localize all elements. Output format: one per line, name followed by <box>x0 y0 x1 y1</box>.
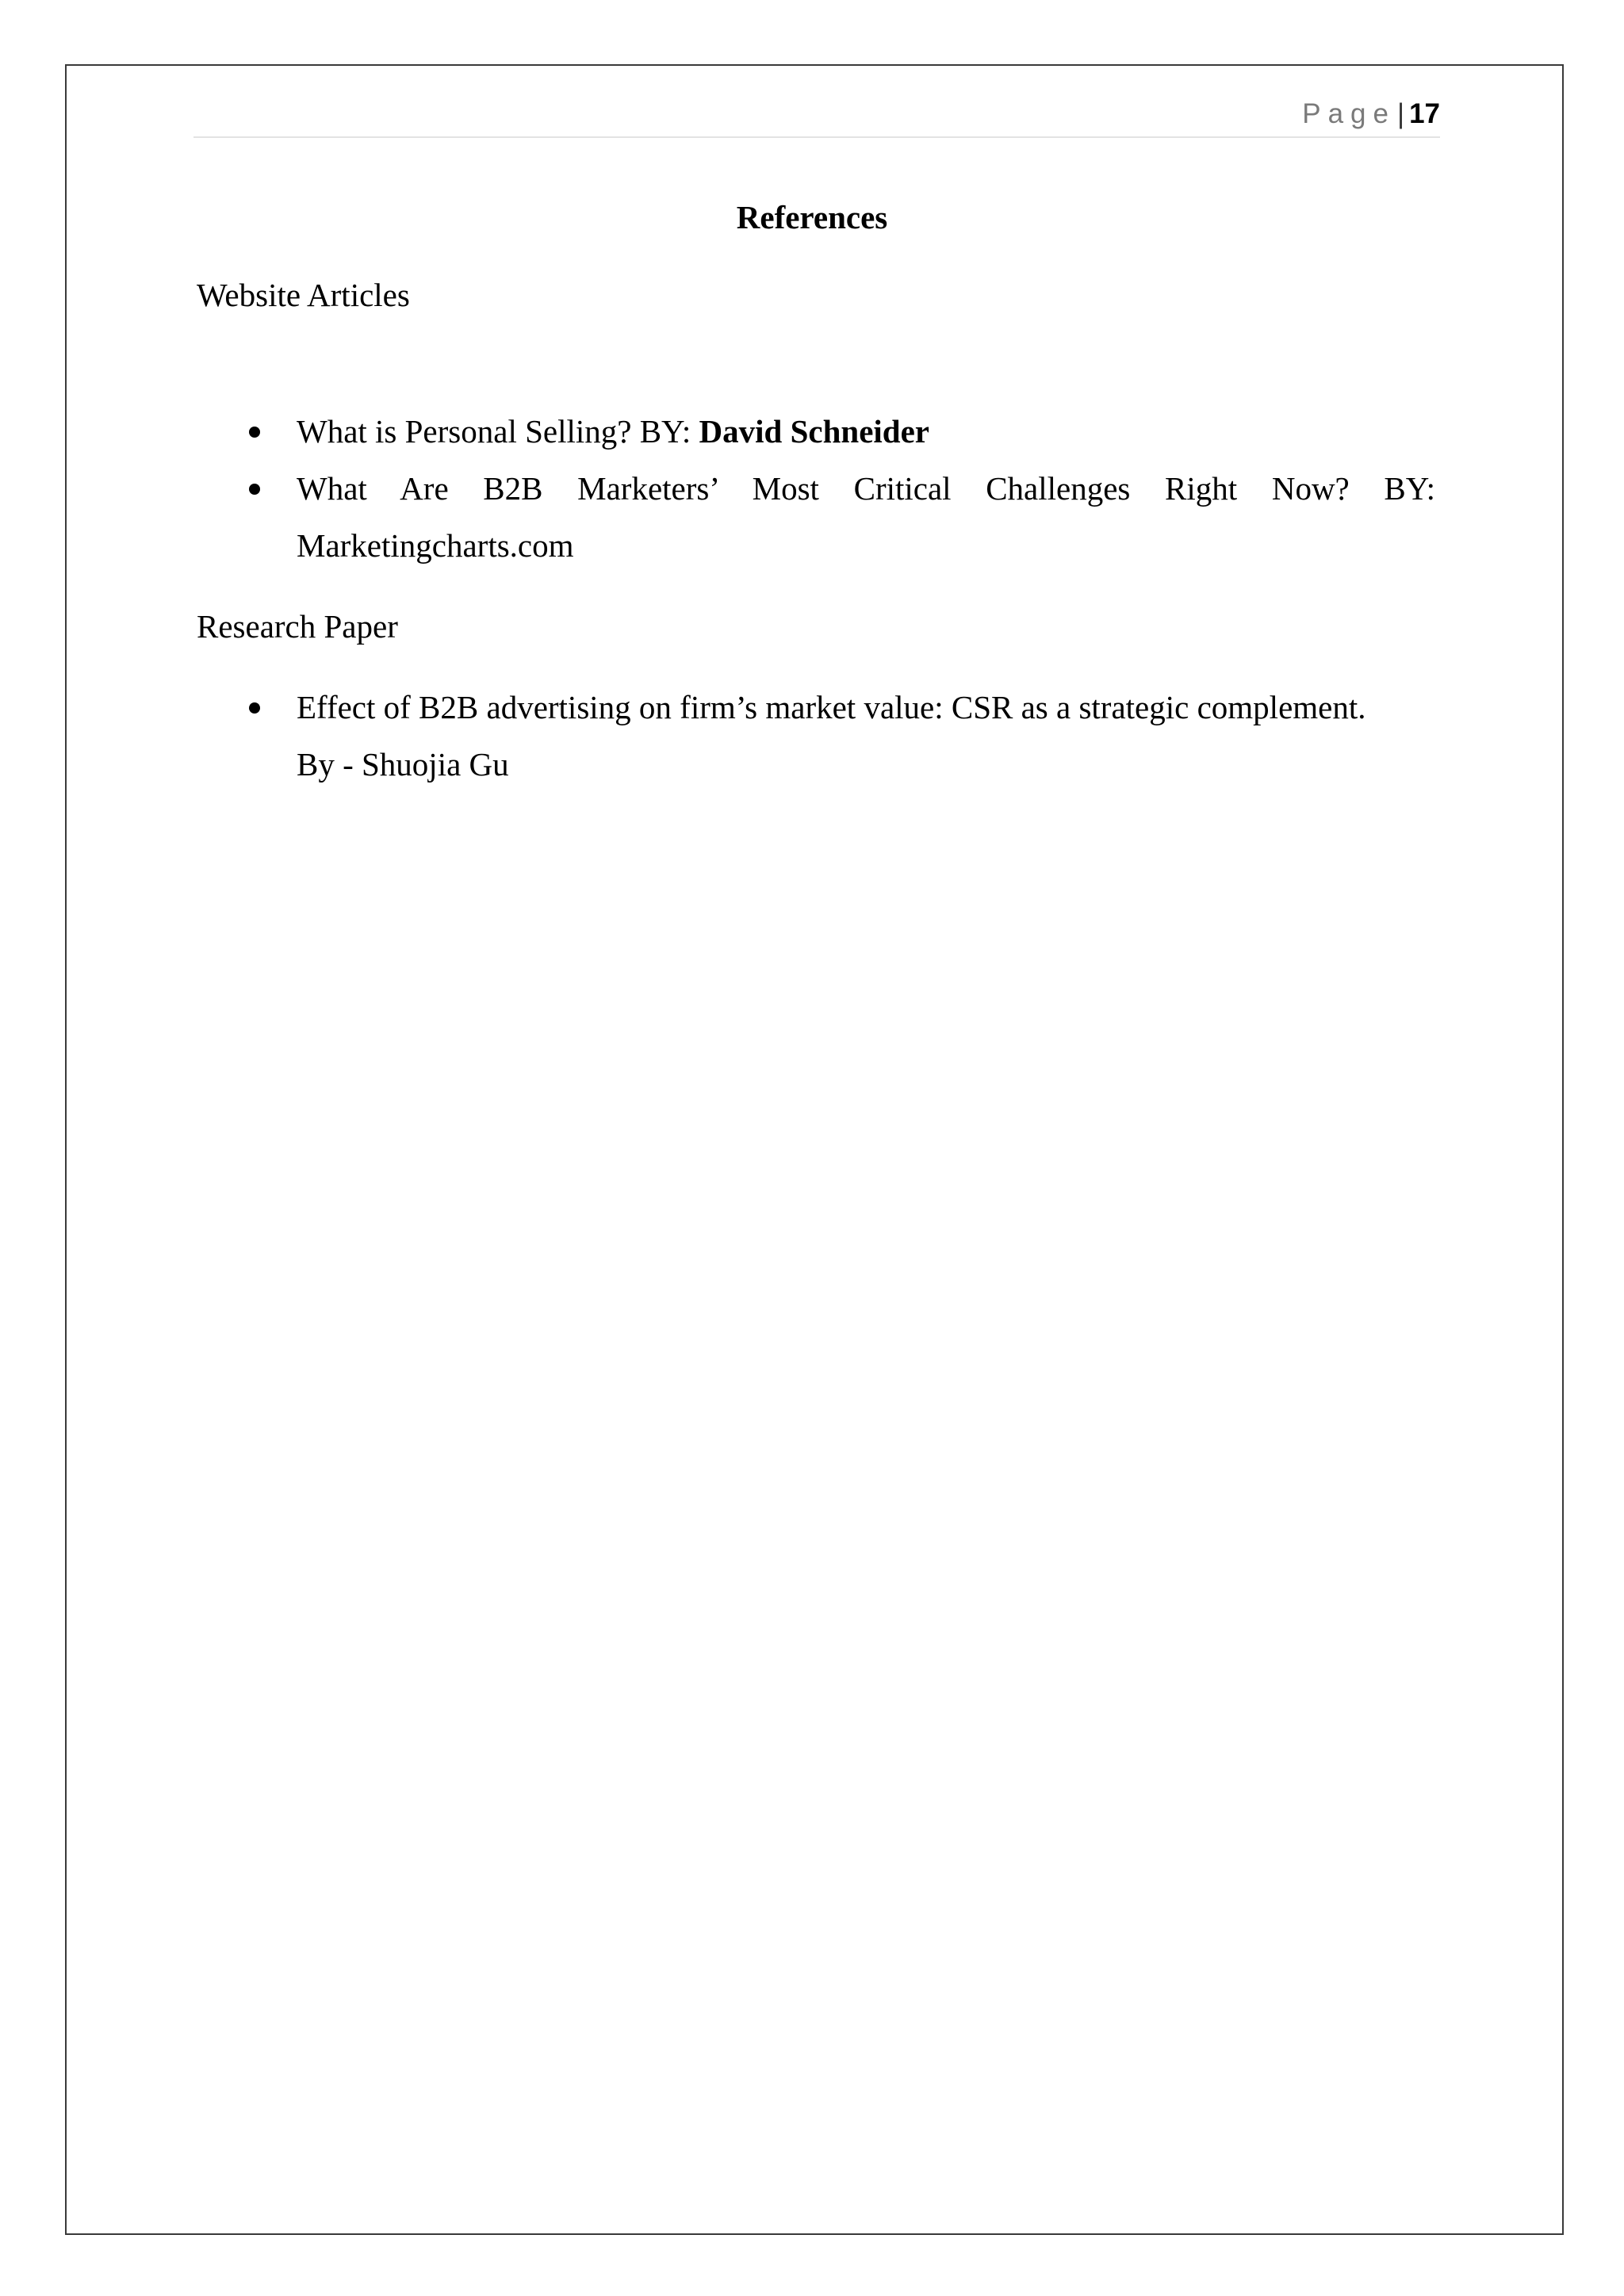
list-item <box>197 679 1435 793</box>
reference-source: Marketingcharts.com <box>297 527 574 564</box>
page-number-label <box>1302 98 1440 130</box>
reference-author: By - Shuojia Gu <box>297 746 509 783</box>
page-word: Page <box>1302 98 1396 129</box>
reference-text: What is Personal Selling? BY: <box>297 413 699 450</box>
list-item <box>197 460 1435 574</box>
bullet-icon <box>249 484 260 495</box>
reference-text: Effect of B2B advertising on firm’s market value: CSR as a strategic complement. <box>297 689 1366 725</box>
bullet-icon <box>249 427 260 438</box>
page-border <box>65 64 1564 2235</box>
page-separator: | <box>1396 98 1405 129</box>
website-articles-list <box>197 403 1435 574</box>
reference-author: David Schneider <box>699 413 929 450</box>
page-header <box>193 94 1440 138</box>
page-title: References <box>736 199 888 235</box>
list-item <box>197 403 1435 460</box>
section-heading-website-articles: Website Articles <box>197 277 410 313</box>
bullet-icon <box>249 702 260 714</box>
section-heading-research-paper: Research Paper <box>197 608 398 645</box>
research-paper-list <box>197 679 1435 793</box>
page-number: 17 <box>1409 98 1440 129</box>
reference-text: What Are B2B Marketers’ Most Critical Challenges Right Now? BY: <box>297 470 1435 507</box>
